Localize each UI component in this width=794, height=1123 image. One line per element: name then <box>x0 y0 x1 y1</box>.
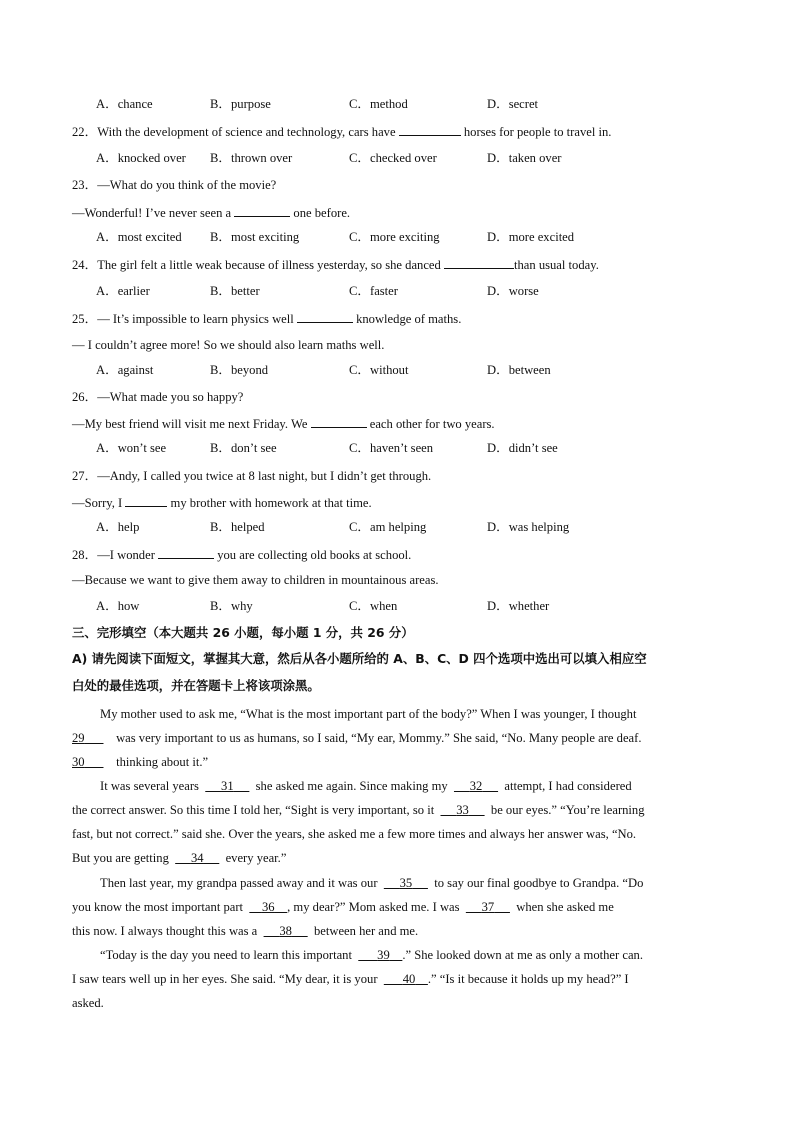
passage-p4-line3: asked. <box>72 996 104 1010</box>
q21-option-d[interactable]: D．secret <box>487 97 539 111</box>
blank-38: 38 <box>279 924 292 938</box>
q24-stem <box>72 256 599 273</box>
q27-option-b[interactable]: B．helped <box>210 520 265 534</box>
passage-p4-line2 <box>72 971 722 987</box>
q27-line2-pre: —Sorry, I <box>72 496 126 510</box>
q25-line1-post: knowledge of maths. <box>352 312 462 326</box>
q22-option-c[interactable]: C．checked over <box>349 151 437 165</box>
q22-stem-pre: 22．With the development of science and technology, cars have <box>72 125 399 139</box>
q27-line2-post: my brother with homework at that time. <box>167 496 372 510</box>
q27-option-d[interactable]: D．was helping <box>487 520 570 534</box>
q25-option-c[interactable]: C．without <box>349 363 409 377</box>
passage-p3-line2-a: you know the most important part <box>72 900 244 914</box>
q27-line2 <box>72 494 372 511</box>
passage-p2-line2 <box>72 802 722 818</box>
q23-option-c[interactable]: C．more exciting <box>349 230 440 244</box>
passage-p4-line1-b: .” She looked down at me as only a mother can. <box>402 948 643 962</box>
passage-p3-line1 <box>100 875 722 891</box>
q25-option-b[interactable]: B．beyond <box>210 363 269 377</box>
passage-p4-line2-a: I saw tears well up in her eyes. She said. “My dear, it is your <box>72 972 378 986</box>
q23-line2 <box>72 204 350 221</box>
passage-p3-line3 <box>72 923 722 939</box>
passage-p4-line2-b: .” “Is it because it holds up my head?” I <box>427 972 629 986</box>
q21-option-b[interactable]: B．purpose <box>210 97 271 111</box>
q24-option-c[interactable]: C．faster <box>349 284 398 298</box>
q27-option-a[interactable]: A．help <box>96 520 140 534</box>
q25-option-a[interactable]: A．against <box>96 363 154 377</box>
passage-p2-line2-a: the correct answer. So this time I told her, “Sight is very important, so it <box>72 803 435 817</box>
passage-p2-line1-a: It was several years <box>100 779 199 793</box>
q21-option-c[interactable]: C．method <box>349 97 408 111</box>
q24-option-d[interactable]: D．worse <box>487 284 539 298</box>
q22-blank <box>399 123 461 136</box>
q25-blank <box>297 310 353 323</box>
passage-p2-line1 <box>100 778 722 794</box>
q22-stem <box>72 123 611 140</box>
q23-option-d[interactable]: D．more excited <box>487 230 575 244</box>
q26-line2-pre: —My best friend will visit me next Friday. We <box>72 417 311 431</box>
q26-line2-post: each other for two years. <box>366 417 495 431</box>
q25-line1-pre: 25．— It’s impossible to learn physics well <box>72 312 297 326</box>
q22-option-b[interactable]: B．thrown over <box>210 151 293 165</box>
q28-option-a[interactable]: A．how <box>96 599 140 613</box>
passage-p3-line3-a: this now. I always thought this was a <box>72 924 258 938</box>
q23-line1: 23．—What do you think of the movie? <box>72 178 277 192</box>
blank-32: 32 <box>469 779 483 793</box>
q27-line1: 27．—Andy, I called you twice at 8 last night, but I didn’t get through. <box>72 469 432 483</box>
q26-line1: 26．—What made you so happy? <box>72 390 244 404</box>
blank-37: 37 <box>481 900 495 914</box>
blank-35: 35 <box>399 876 413 890</box>
passage-p1-line3 <box>72 754 722 770</box>
passage-p3-line2 <box>72 899 722 915</box>
blank-34: 34 <box>190 851 204 865</box>
q24-blank <box>444 256 514 269</box>
q24-option-b[interactable]: B．better <box>210 284 260 298</box>
q22-option-d[interactable]: D．taken over <box>487 151 562 165</box>
q26-option-b[interactable]: B．don’t see <box>210 441 277 455</box>
passage-p2-line2-b: be our eyes.” “You’re learning <box>490 803 645 817</box>
q27-blank <box>125 494 167 507</box>
q23-line2-pre: —Wonderful! I’ve never seen a <box>72 206 235 220</box>
q25-line1 <box>72 310 461 327</box>
section3-heading: 三、完形填空（本大题共 26 小题，每小题 1 分，共 26 分） <box>72 625 414 640</box>
q28-blank <box>158 546 214 559</box>
q24-stem-pre: 24．The girl felt a little weak because of illness yesterday, so she danced <box>72 258 444 272</box>
passage-p3-line2-b: , my dear?” Mom asked me. I was <box>287 900 460 914</box>
q26-option-d[interactable]: D．didn’t see <box>487 441 558 455</box>
q26-blank <box>311 415 367 428</box>
blank-29: 29 <box>72 731 85 745</box>
passage-p2-line1-b: she asked me again. Since making my <box>255 779 448 793</box>
section3-instruction-2: 白处的最佳选项，并在答题卡上将该项涂黑。 <box>72 678 320 693</box>
q28-option-c[interactable]: C．when <box>349 599 398 613</box>
q27-option-c[interactable]: C．am helping <box>349 520 427 534</box>
passage-p1-line1: My mother used to ask me, “What is the most important part of the body?” When I was younger, I thought <box>100 707 637 721</box>
passage-p3-line1-b: to say our final goodbye to Grandpa. “Do <box>434 876 644 890</box>
q25-option-d[interactable]: D．between <box>487 363 551 377</box>
q26-line2 <box>72 415 495 432</box>
passage-p3-line1-a: Then last year, my grandpa passed away and it was our <box>100 876 378 890</box>
q21-option-a[interactable]: A．chance <box>96 97 153 111</box>
passage-p1-line3-text: thinking about it.” <box>116 755 209 769</box>
q28-line1-post: you are collecting old books at school. <box>214 548 412 562</box>
passage-p2-line1-c: attempt, I had considered <box>504 779 632 793</box>
passage-p2-line4-a: But you are getting <box>72 851 169 865</box>
passage-p2-line4-b: every year.” <box>225 851 287 865</box>
q24-option-a[interactable]: A．earlier <box>96 284 150 298</box>
q28-option-d[interactable]: D．whether <box>487 599 550 613</box>
passage-p2-line3: fast, but not correct.” said she. Over the years, she asked me a few more times and always her answer was, “No. <box>72 827 637 841</box>
passage-p2-line4 <box>72 850 722 866</box>
q23-option-a[interactable]: A．most excited <box>96 230 182 244</box>
blank-31: 31 <box>221 779 234 793</box>
q28-line1-pre: 28．—I wonder <box>72 548 159 562</box>
section3-instruction-1: A) 请先阅读下面短文，掌握其大意，然后从各小题所给的 A、B、C、D 四个选项中选出可以填入相应空 <box>72 651 647 666</box>
q23-line2-post: one before. <box>290 206 351 220</box>
q23-option-b[interactable]: B．most exciting <box>210 230 300 244</box>
blank-33: 33 <box>456 803 469 817</box>
passage-p4-line1 <box>100 947 722 963</box>
q28-option-b[interactable]: B．why <box>210 599 253 613</box>
blank-40: 40 <box>402 972 416 986</box>
q24-stem-post: than usual today. <box>513 258 599 272</box>
blank-30: 30 <box>72 755 85 769</box>
q26-option-c[interactable]: C．haven’t seen <box>349 441 434 455</box>
q28-line1 <box>72 546 411 563</box>
blank-39: 39 <box>377 948 390 962</box>
q22-stem-post: horses for people to travel in. <box>460 125 612 139</box>
passage-p1-line2 <box>72 730 722 746</box>
q25-line2: — I couldn’t agree more! So we should also learn maths well. <box>72 338 385 352</box>
passage-p3-line3-b: between her and me. <box>313 924 419 938</box>
q28-line2: —Because we want to give them away to children in mountainous areas. <box>72 573 439 587</box>
q22-option-a[interactable]: A．knocked over <box>96 151 186 165</box>
q23-blank <box>234 204 290 217</box>
blank-36: 36 <box>261 900 275 914</box>
passage-p1-line2-text: was very important to us as humans, so I said, “My ear, Mommy.” She said, “No. Many people are deaf. <box>116 731 642 745</box>
passage-p4-line1-a: “Today is the day you need to learn this important <box>100 948 352 962</box>
passage-p3-line2-c: when she asked me <box>516 900 614 914</box>
q26-option-a[interactable]: A．won’t see <box>96 441 167 455</box>
